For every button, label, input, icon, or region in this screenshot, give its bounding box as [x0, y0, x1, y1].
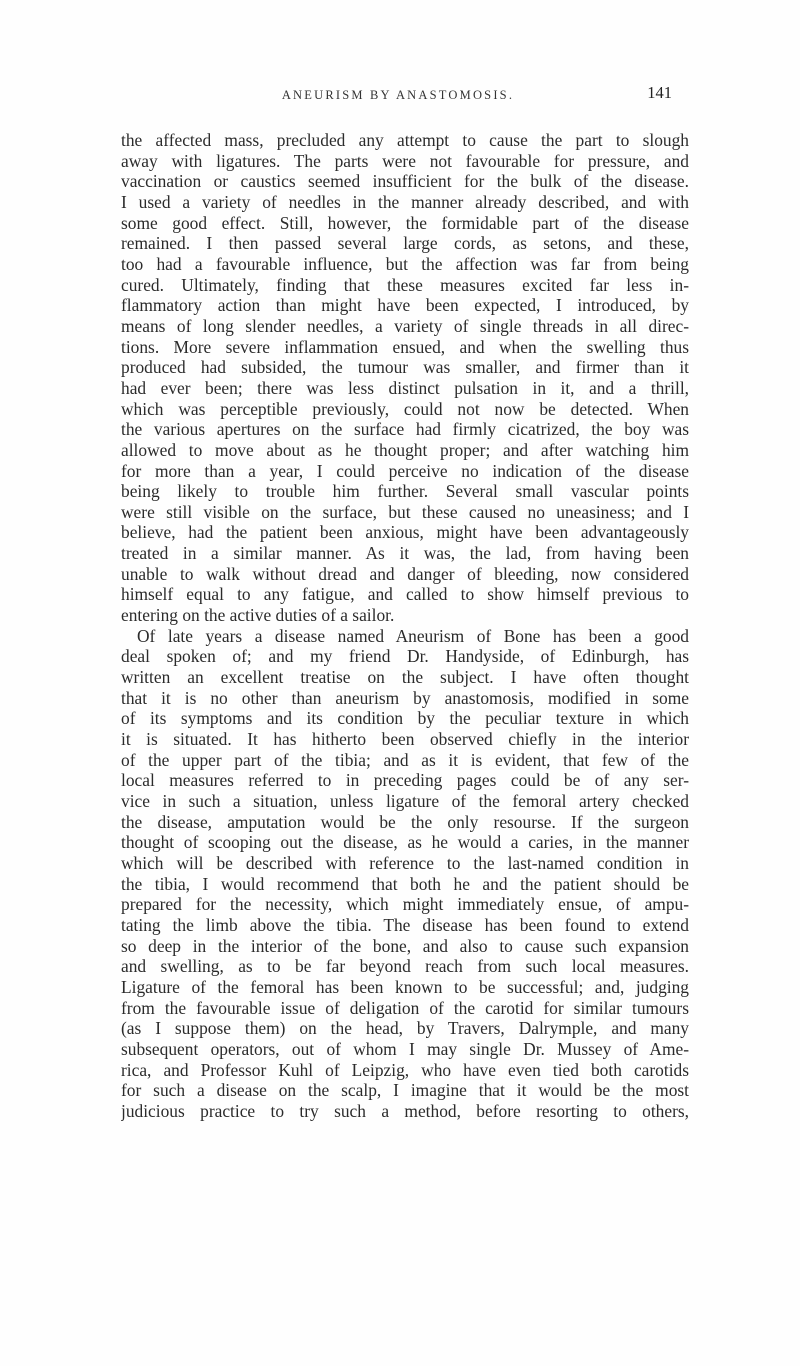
text-line: the various apertures on the surface had firmly cicatrized, the boy was	[121, 419, 689, 440]
text-line: thought of scooping out the disease, as he would a caries, in the manner	[121, 832, 689, 853]
text-line: vaccination or caustics seemed insufficient for the bulk of the disease.	[121, 171, 689, 192]
text-line: remained. I then passed several large cords, as setons, and these,	[121, 233, 689, 254]
text-line: deal spoken of; and my friend Dr. Handyside, of Edinburgh, has	[121, 646, 689, 667]
text-line: of its symptoms and its condition by the peculiar texture in which	[121, 708, 689, 729]
text-line: allowed to move about as he thought proper; and after watching him	[121, 439, 689, 460]
text-line: vice in such a situation, unless ligature of the femoral artery checked	[121, 791, 689, 811]
text-line: and swelling, as to be far beyond reach from such local measures.	[121, 956, 689, 977]
text-line: flammatory action than might have been expected, I introduced, by	[121, 295, 689, 316]
text-line: were still visible on the surface, but these caused no uneasiness; and I	[121, 501, 689, 522]
text-line: rica, and Professor Kuhl of Leipzig, who have even tied both carotids	[121, 1059, 689, 1080]
text-line: the disease, amputation would be the only resourse. If the surgeon	[121, 811, 689, 832]
text-line: judicious practice to try such a method, before resorting to others,	[121, 1100, 689, 1121]
text-line: being likely to trouble him further. Several small vascular points	[121, 481, 689, 502]
text-line: entering on the active duties of a sailor.	[121, 605, 395, 626]
text-line: Of late years a disease named Aneurism of Bone has been a good	[137, 625, 689, 646]
text-line: of the upper part of the tibia; and as it is evident, that few of the	[121, 749, 689, 770]
text-line: produced had subsided, the tumour was smaller, and firmer than it	[121, 357, 689, 378]
running-head	[120, 80, 676, 106]
text-line: (as I suppose them) on the head, by Travers, Dalrymple, and many	[121, 1018, 689, 1039]
text-line: subsequent operators, out of whom I may single Dr. Mussey of Ame-	[121, 1038, 689, 1059]
text-line: tating the limb above the tibia. The disease has been found to extend	[121, 914, 689, 935]
text-line: Ligature of the femoral has been known to be successful; and, judging	[121, 976, 689, 997]
text-line: for more than a year, I could perceive no indication of the disease	[121, 460, 689, 481]
text-line: too had a favourable influence, but the affection was far from being	[121, 253, 689, 274]
text-line: some good effect. Still, however, the formidable part of the disease	[121, 212, 689, 233]
text-line: which will be described with reference to the last-named condition in	[121, 852, 689, 873]
text-line: so deep in the interior of the bone, and also to cause such expansion	[121, 935, 689, 956]
text-line: cured. Ultimately, finding that these measures excited far less in-	[121, 274, 689, 295]
text-line: from the favourable issue of deligation of the carotid for similar tumours	[121, 997, 689, 1018]
running-title: ANEURISM BY ANASTOMOSIS.	[281, 88, 515, 102]
text-line: unable to walk without dread and danger of bleeding, now considered	[121, 563, 689, 584]
text-line: treated in a similar manner. As it was, the lad, from having been	[121, 543, 689, 564]
text-line: it is situated. It has hitherto been observed chiefly in the interior	[121, 729, 689, 750]
text-line: himself equal to any fatigue, and called to show himself previous to	[121, 584, 689, 605]
text-line: local measures referred to in preceding pages could be of any ser-	[121, 770, 689, 791]
text-line: for such a disease on the scalp, I imagine that it would be the most	[121, 1080, 689, 1101]
text-line: believe, had the patient been anxious, might have been advantageously	[121, 522, 689, 543]
text-line: means of long slender needles, a variety of single threads in all direc-	[121, 315, 689, 336]
text-line: written an excellent treatise on the subject. I have often thought	[121, 667, 689, 688]
text-line: I used a variety of needles in the manner already described, and with	[121, 191, 689, 212]
page-number: 141	[647, 83, 672, 102]
text-line: the tibia, I would recommend that both he and the patient should be	[121, 873, 689, 894]
text-line: the affected mass, precluded any attempt to cause the part to slough	[121, 130, 689, 150]
text-line: away with ligatures. The parts were not favourable for pressure, and	[121, 150, 689, 171]
text-line: that it is no other than aneurism by anastomosis, modified in some	[121, 687, 689, 708]
text-line: prepared for the necessity, which might immediately ensue, of ampu-	[121, 894, 689, 915]
body-text	[121, 130, 689, 1122]
text-line: tions. More severe inflammation ensued, and when the swelling thus	[121, 336, 689, 357]
text-line: which was perceptible previously, could not now be detected. When	[121, 398, 689, 419]
text-line: had ever been; there was less distinct pulsation in it, and a thrill,	[121, 377, 689, 398]
